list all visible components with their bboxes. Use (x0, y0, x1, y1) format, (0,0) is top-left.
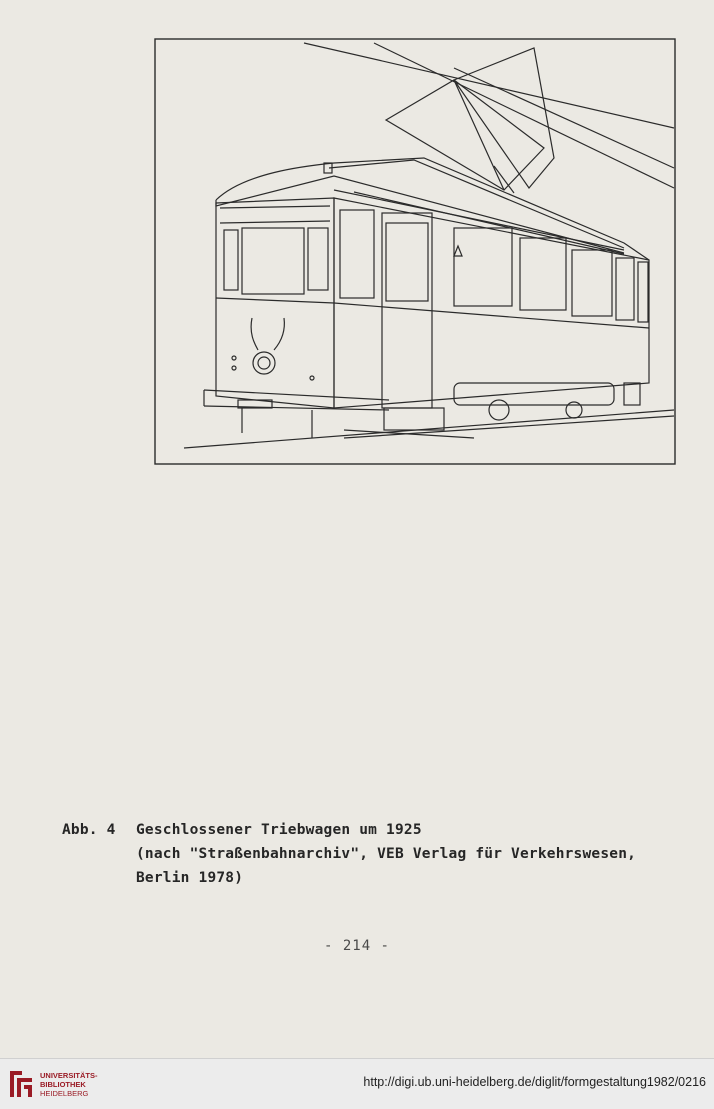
caption-line-2: (nach "Straßenbahnarchiv", VEB Verlag für Verkehrswesen, (136, 846, 637, 862)
figure-caption (62, 818, 692, 890)
permalink-url[interactable]: http://digi.ub.uni-heidelberg.de/diglit/formgestaltung1982/0216 (363, 1075, 706, 1089)
caption-line-1: Geschlossener Triebwagen um 1925 (136, 822, 422, 838)
tram-illustration (154, 38, 676, 465)
caption-line-3: Berlin 1978) (136, 870, 244, 886)
logo-line-3: HEIDELBERG (40, 1088, 89, 1098)
viewer-footer (0, 1058, 714, 1109)
page-number: - 214 - (323, 938, 390, 954)
logo-line-1: UNIVERSITÄTS- (40, 1070, 98, 1080)
logo-line-2: BIBLIOTHEK (40, 1079, 86, 1089)
library-logo[interactable] (8, 1067, 128, 1101)
caption-label: Abb. 4 (62, 822, 116, 838)
library-logo-icon (8, 1069, 34, 1099)
